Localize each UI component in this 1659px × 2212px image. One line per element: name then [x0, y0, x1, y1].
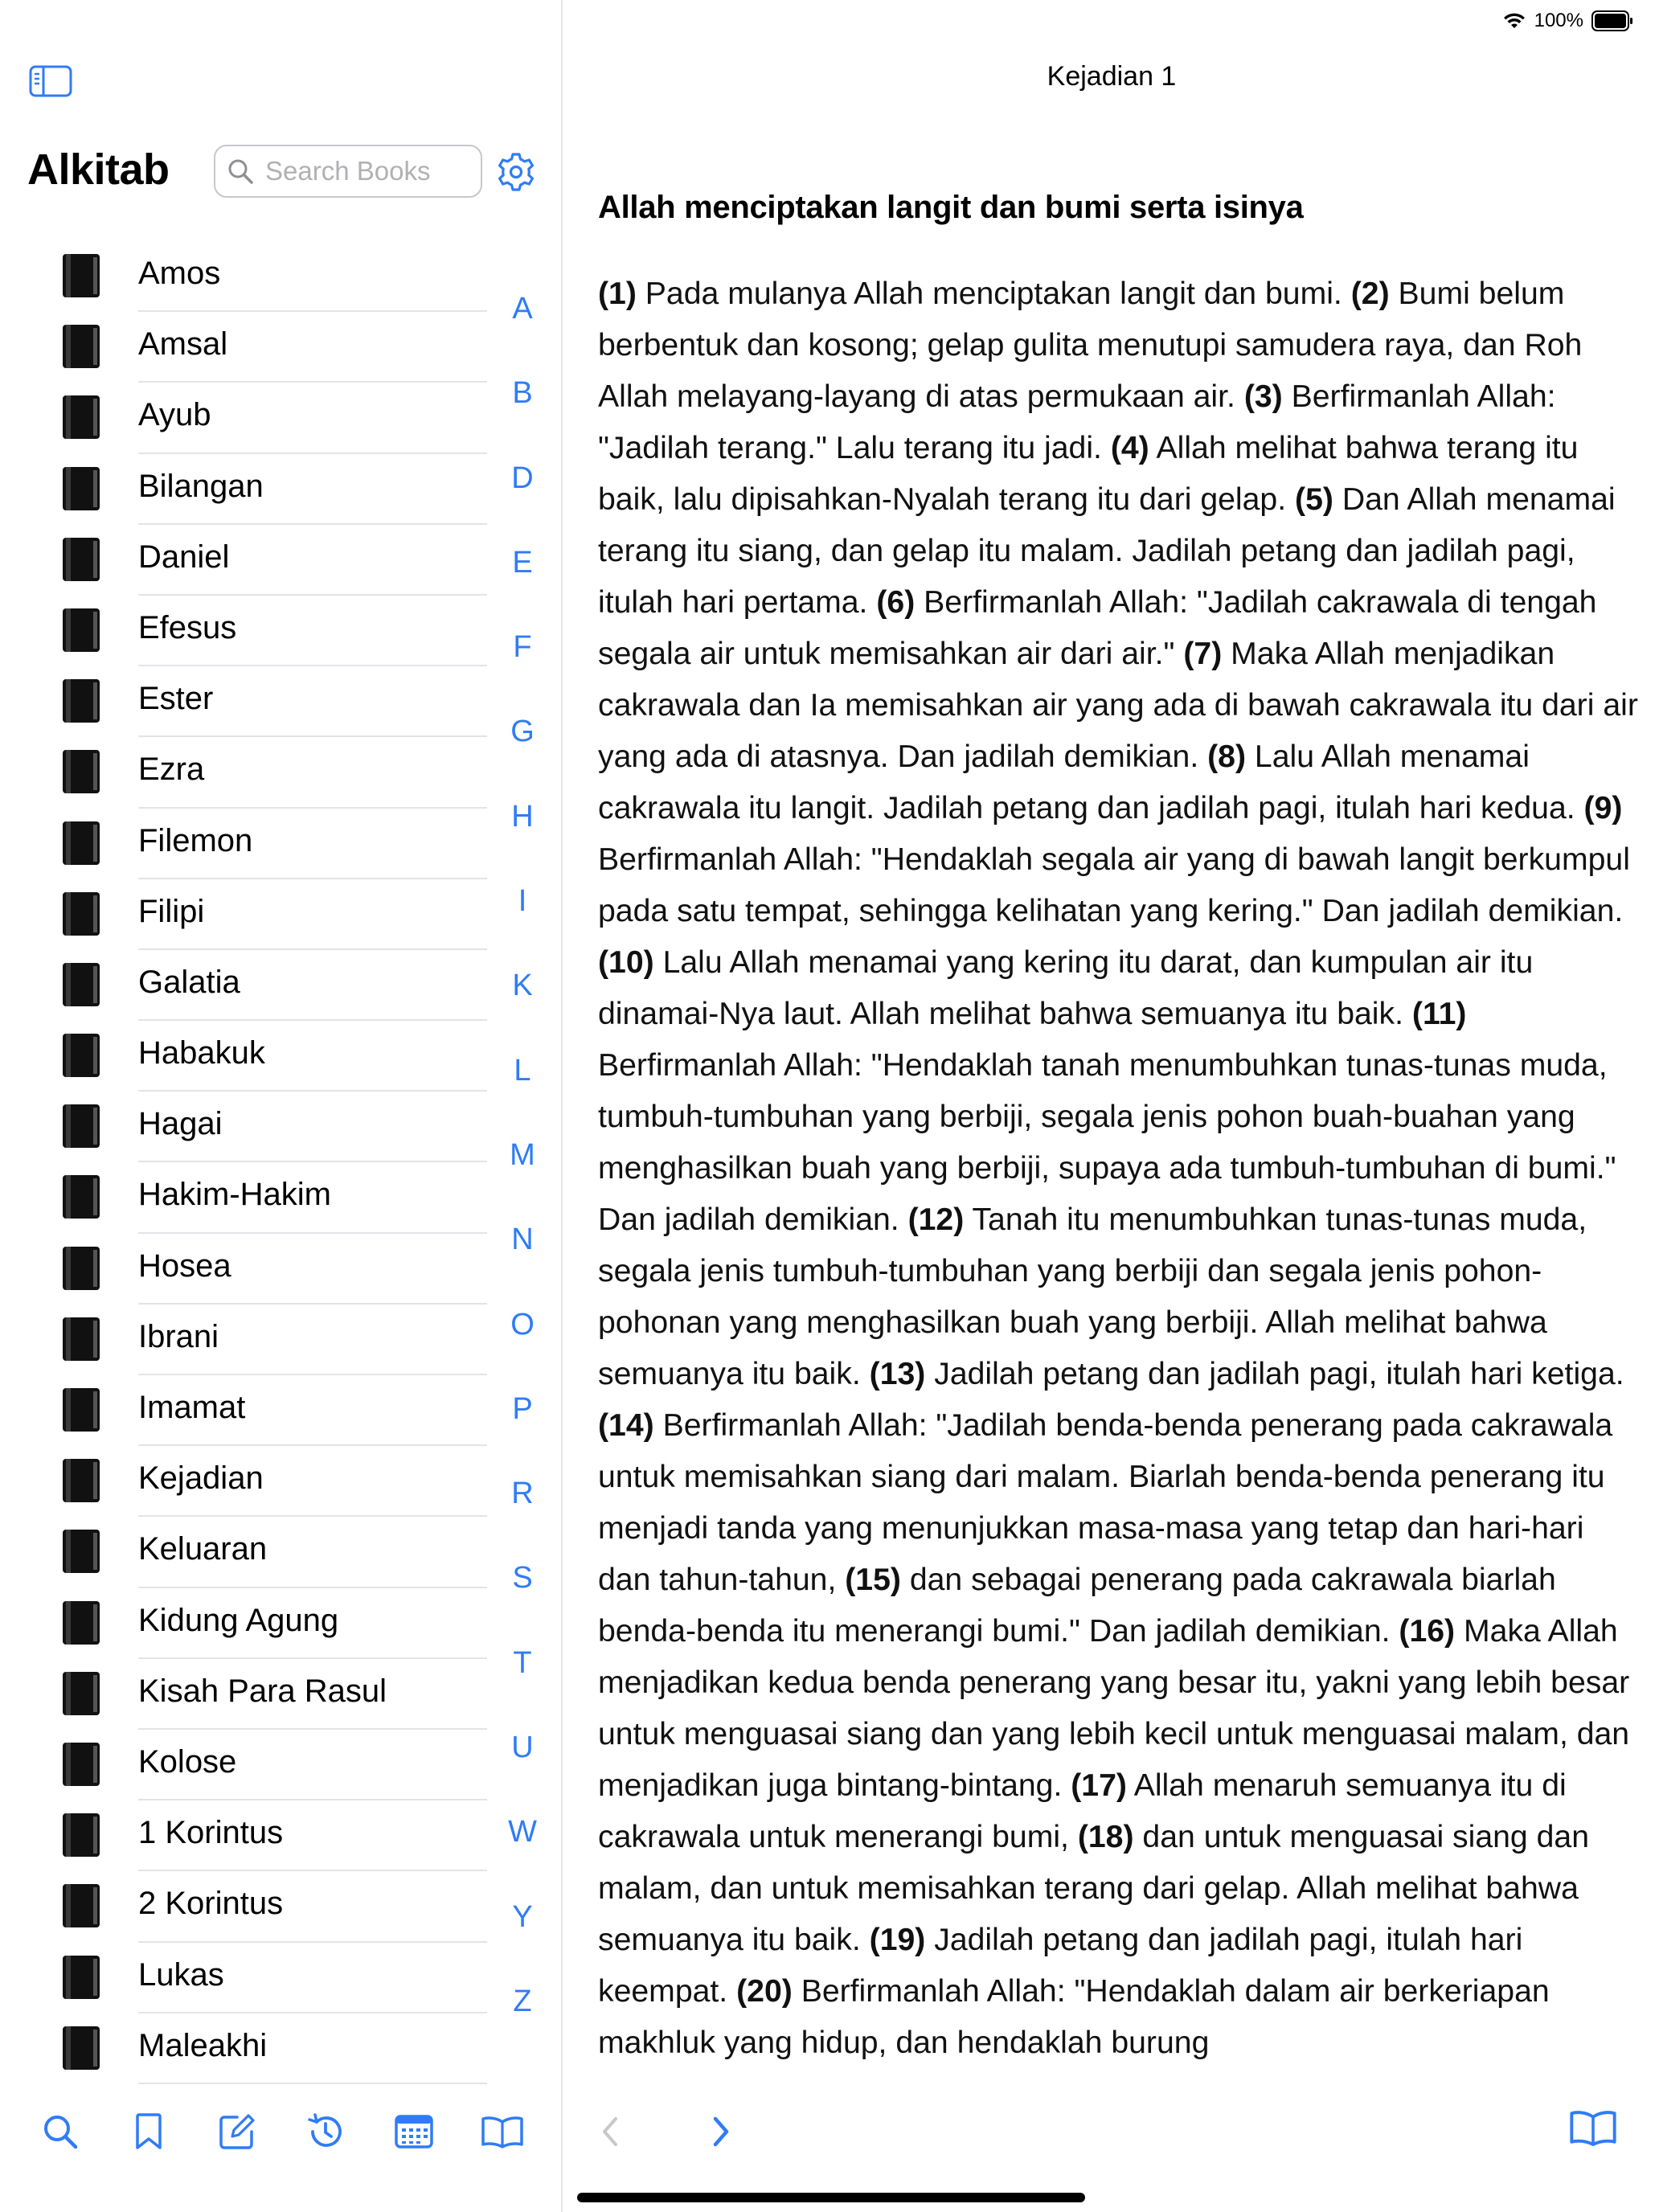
book-list-item[interactable]	[0, 1021, 498, 1092]
verse-number[interactable]: (6)	[876, 585, 916, 620]
search-tab-button[interactable]	[38, 2109, 83, 2154]
verse-text: Berfirmanlah Allah: "Hendaklah dalam air berkeriapan makhluk yang hidup, dan hendaklah burung	[598, 1974, 1550, 2060]
book-label: Filemon	[138, 822, 253, 858]
book-label: Imamat	[138, 1390, 246, 1425]
settings-button[interactable]	[495, 151, 537, 193]
index-letter[interactable]: E	[512, 545, 533, 580]
verse-text: Dan Allah menamai terang itu siang, dan gelap itu malam. Jadilah petang dan jadilah pagi, itulah hari pertama.	[598, 482, 1616, 620]
verse-number[interactable]: (2)	[1350, 276, 1390, 311]
book-list-item[interactable]	[0, 1234, 498, 1305]
book-list	[0, 241, 498, 2084]
book-list-item[interactable]	[0, 879, 498, 950]
book-label: Keluaran	[138, 1531, 268, 1567]
row-separator	[138, 2083, 487, 2084]
index-letter[interactable]: P	[512, 1391, 533, 1426]
book-list-item[interactable]	[0, 809, 498, 879]
index-letter[interactable]: A	[512, 292, 533, 326]
book-icon	[61, 394, 101, 440]
index-letter[interactable]: B	[512, 376, 533, 411]
book-icon	[61, 323, 101, 370]
book-list-item[interactable]	[0, 1517, 498, 1587]
book-list-item[interactable]	[0, 312, 498, 383]
chapter-title: Kejadian 1	[1047, 61, 1177, 92]
book-icon	[61, 820, 101, 866]
index-letter[interactable]: G	[510, 715, 535, 749]
book-list-item[interactable]	[0, 383, 498, 453]
verse-text: Jadilah petang dan jadilah pagi, itulah hari keempat.	[598, 1923, 1523, 2009]
book-list-item[interactable]	[0, 1730, 498, 1800]
index-letter[interactable]: T	[513, 1645, 532, 1680]
section-heading: Allah menciptakan langit dan bumi serta isinya	[598, 190, 1304, 225]
search-field[interactable]	[214, 145, 482, 198]
book-list-item[interactable]	[0, 1800, 498, 1871]
verse-text: Berfirmanlah Allah: "Hendaklah tanah menumbuhkan tunas-tunas muda, tumbuh-tumbuhan yang berbiji, segala jenis pohon buah-buahan yang menghasilkan buah yang berbiji, supaya ada tumbuh-tumbuhan di bumi." Dan jadilah demikian.	[598, 1048, 1616, 1237]
home-indicator	[577, 2193, 1085, 2202]
alphabet-index[interactable]	[498, 286, 547, 2063]
verse-text: Allah melihat bahwa terang itu baik, lalu dipisahkan-Nyalah terang itu dari gelap.	[598, 431, 1579, 517]
verse-number[interactable]: (17)	[1071, 1768, 1127, 1803]
book-label: Ester	[138, 681, 214, 717]
book-icon	[61, 1600, 101, 1646]
verse-number[interactable]: (13)	[869, 1357, 926, 1391]
next-chapter-button[interactable]	[696, 2108, 744, 2156]
book-label: Amos	[138, 256, 221, 291]
book-list-item[interactable]	[0, 1659, 498, 1730]
book-list-item[interactable]	[0, 454, 498, 525]
book-icon	[61, 1882, 101, 1929]
book-list-item[interactable]	[0, 525, 498, 596]
book-list-item[interactable]	[0, 666, 498, 737]
verse-text: Berfirmanlah Allah: "Hendaklah segala air yang di bawah langit berkumpul pada satu tempat, sehingga kelihatan yang kering." Dan jadilah demikian.	[598, 842, 1630, 928]
book-list-item[interactable]	[0, 1871, 498, 1942]
verse-text: Tanah itu menumbuhkan tunas-tunas muda, segala jenis tumbuh-tumbuhan yang berbiji dan segala jenis pohon-pohonan yang menghasilkan buah yang berbiji. Allah melihat bahwa semuanya itu baik.	[598, 1202, 1587, 1391]
library-tab-button[interactable]	[480, 2109, 525, 2154]
verse-number[interactable]: (15)	[845, 1563, 901, 1597]
book-list-item[interactable]	[0, 1943, 498, 2013]
book-icon	[61, 1954, 101, 2001]
search-input[interactable]	[265, 156, 458, 186]
book-icon	[61, 1812, 101, 1858]
verse-text: Lalu Allah menamai cakrawala itu langit. Jadilah petang dan jadilah pagi, itulah hari kedua.	[598, 739, 1575, 825]
compose-icon	[218, 2112, 256, 2151]
verse-text: dan sebagai penerang pada cakrawala biarlah benda-benda itu menerangi bumi." Dan jadilah demikian.	[598, 1563, 1556, 1649]
book-list-item[interactable]	[0, 1588, 498, 1659]
book-label: Bilangan	[138, 468, 264, 504]
book-label: Maleakhi	[138, 2027, 268, 2063]
index-letter[interactable]: Y	[512, 1899, 533, 1934]
book-icon	[61, 465, 101, 512]
verse-text: Allah menaruh semuanya itu di cakrawala untuk menerangi bumi,	[598, 1768, 1567, 1854]
index-letter[interactable]: F	[513, 630, 532, 665]
book-label: 2 Korintus	[138, 1886, 284, 1922]
verse-number[interactable]: (14)	[598, 1408, 654, 1443]
book-list-item[interactable]	[0, 2013, 498, 2084]
book-open-icon	[1569, 2108, 1617, 2148]
index-letter[interactable]: R	[511, 1477, 534, 1511]
book-list-item[interactable]	[0, 950, 498, 1021]
bookmarks-tab-button[interactable]	[126, 2109, 171, 2154]
search-icon	[227, 158, 254, 185]
verse-number[interactable]: (7)	[1183, 637, 1223, 671]
book-label: 1 Korintus	[138, 1815, 284, 1851]
sidebar-toggle-button[interactable]	[29, 64, 72, 98]
book-icon	[61, 2025, 101, 2071]
index-letter[interactable]: W	[508, 1815, 537, 1849]
book-icon	[61, 1032, 101, 1079]
gear-icon	[495, 151, 537, 193]
book-label: Hagai	[138, 1106, 223, 1142]
index-letter[interactable]: H	[511, 799, 534, 834]
index-letter[interactable]: Z	[513, 1984, 532, 2018]
book-icon	[61, 1741, 101, 1788]
index-letter[interactable]: L	[514, 1053, 531, 1088]
verse-number[interactable]: (16)	[1399, 1614, 1456, 1649]
reader-toolbar	[564, 2099, 1659, 2164]
verse-number[interactable]: (12)	[907, 1202, 965, 1237]
battery-percent: 100%	[1534, 10, 1583, 31]
reading-plan-tab-button[interactable]	[391, 2109, 436, 2154]
book-icon	[61, 1245, 101, 1292]
book-label: Kisah Para Rasul	[138, 1673, 387, 1709]
book-label: Ayub	[138, 397, 211, 433]
book-icon	[61, 1103, 101, 1149]
book-list-item[interactable]	[0, 1305, 498, 1375]
book-label: Ezra	[138, 752, 205, 788]
index-letter[interactable]: U	[511, 1731, 534, 1765]
book-icon	[61, 748, 101, 795]
book-list-item[interactable]	[0, 241, 498, 312]
verse-number[interactable]: (10)	[598, 945, 654, 980]
book-icon	[61, 1457, 101, 1504]
book-label: Kejadian	[138, 1460, 264, 1497]
book-list-item[interactable]	[0, 1162, 498, 1233]
reading-mode-button[interactable]	[1569, 2108, 1625, 2156]
verse-text: Berfirmanlah Allah: "Jadilah benda-benda penerang pada cakrawala untuk memisahkan siang dari malam. Biarlah benda-benda penerang itu menjadi tanda yang menunjukkan masa-masa yang tetap dan hari-hari dan tahun-tahun,	[598, 1408, 1613, 1597]
search-icon	[42, 2113, 79, 2150]
index-letter[interactable]: N	[511, 1223, 534, 1257]
book-icon	[61, 1670, 101, 1717]
verse-text: Jadilah petang dan jadilah pagi, itulah hari ketiga.	[934, 1357, 1624, 1391]
book-list-item[interactable]	[0, 1446, 498, 1517]
verse-number[interactable]: (3)	[1243, 379, 1283, 414]
book-label: Hakim-Hakim	[138, 1177, 331, 1213]
verse-text: Bumi belum berbentuk dan kosong; gelap gulita menutupi samudera raya, dan Roh Allah melayang-layang di atas permukaan air.	[598, 276, 1583, 414]
notes-tab-button[interactable]	[215, 2109, 260, 2154]
verse-text: Maka Allah menjadikan cakrawala dan Ia memisahkan air yang ada di bawah cakrawala itu dari air yang ada di atasnya. Dan jadilah demikian.	[598, 637, 1638, 774]
calendar-icon	[394, 2113, 434, 2150]
book-label: Kolose	[138, 1743, 237, 1780]
index-letter[interactable]: O	[510, 1307, 535, 1342]
book-icon	[61, 607, 101, 653]
verse-text: Lalu Allah menamai yang kering itu darat, dan kumpulan air itu dinamai-Nya laut. Allah melihat bahwa semuanya itu baik.	[598, 945, 1534, 1031]
book-icon	[61, 252, 101, 299]
passage-text[interactable]	[598, 268, 1643, 2069]
verse-text: Berfirmanlah Allah: "Jadilah terang." Lalu terang itu jadi.	[598, 379, 1556, 465]
book-icon	[61, 678, 101, 724]
index-letter[interactable]: S	[512, 1561, 533, 1596]
app-title: Alkitab	[27, 145, 170, 194]
history-icon	[305, 2112, 346, 2152]
reader-pane	[564, 0, 1659, 2212]
sidebar-icon	[29, 64, 72, 98]
book-icon	[61, 1316, 101, 1362]
book-icon	[61, 1174, 101, 1220]
book-label: Daniel	[138, 539, 230, 575]
index-letter[interactable]: D	[511, 461, 534, 495]
book-label: Amsal	[138, 326, 228, 363]
verse-number[interactable]: (4)	[1110, 431, 1149, 465]
chevron-right-icon	[696, 2108, 744, 2156]
previous-chapter-button[interactable]	[587, 2108, 635, 2156]
verse-text: dan untuk menguasai siang dan malam, dan untuk memisahkan terang dari gelap. Allah melihat bahwa semuanya itu baik.	[598, 1820, 1589, 1957]
sidebar-toolbar	[0, 2099, 563, 2164]
book-list-item[interactable]	[0, 1375, 498, 1446]
verse-number[interactable]: (5)	[1295, 482, 1333, 517]
book-icon	[61, 1387, 101, 1433]
sidebar	[0, 0, 563, 2212]
book-label: Hosea	[138, 1247, 231, 1284]
history-tab-button[interactable]	[303, 2109, 348, 2154]
book-list-item[interactable]	[0, 737, 498, 808]
index-letter[interactable]: I	[518, 884, 527, 919]
book-label: Habakuk	[138, 1035, 265, 1071]
verse-number[interactable]: (20)	[736, 1974, 793, 2009]
book-label: Lukas	[138, 1956, 224, 1993]
book-open-icon	[481, 2114, 524, 2149]
book-icon	[61, 536, 101, 583]
verse-number[interactable]: (1)	[598, 276, 637, 311]
verse-number[interactable]: (18)	[1077, 1820, 1134, 1854]
verse-number[interactable]: (9)	[1583, 791, 1623, 825]
chevron-left-icon	[587, 2108, 635, 2156]
verse-text: Berfirmanlah Allah: "Jadilah cakrawala di tengah segala air untuk memisahkan air dari air."	[598, 585, 1597, 671]
book-label: Efesus	[138, 609, 237, 645]
book-icon	[61, 1528, 101, 1575]
book-list-item[interactable]	[0, 1092, 498, 1162]
verse-text: Pada mulanya Allah menciptakan langit dan bumi.	[645, 276, 1342, 311]
book-icon	[61, 961, 101, 1008]
bookmark-icon	[134, 2112, 163, 2151]
index-letter[interactable]: K	[512, 969, 533, 1003]
verse-number[interactable]: (8)	[1207, 739, 1247, 774]
index-letter[interactable]: M	[510, 1137, 535, 1172]
book-label: Kidung Agung	[138, 1602, 339, 1638]
verse-text: Maka Allah menjadikan kedua benda penerang yang besar itu, yakni yang lebih besar untuk menguasai siang dan yang lebih kecil untuk menguasai malam, dan menjadikan juga bintang-bintang.	[598, 1614, 1630, 1803]
verse-number[interactable]: (11)	[1411, 997, 1467, 1031]
book-list-item[interactable]	[0, 596, 498, 666]
book-label: Ibrani	[138, 1318, 219, 1354]
book-label: Galatia	[138, 964, 240, 1000]
verse-number[interactable]: (19)	[869, 1923, 926, 1957]
book-label: Filipi	[138, 893, 205, 929]
book-icon	[61, 891, 101, 937]
